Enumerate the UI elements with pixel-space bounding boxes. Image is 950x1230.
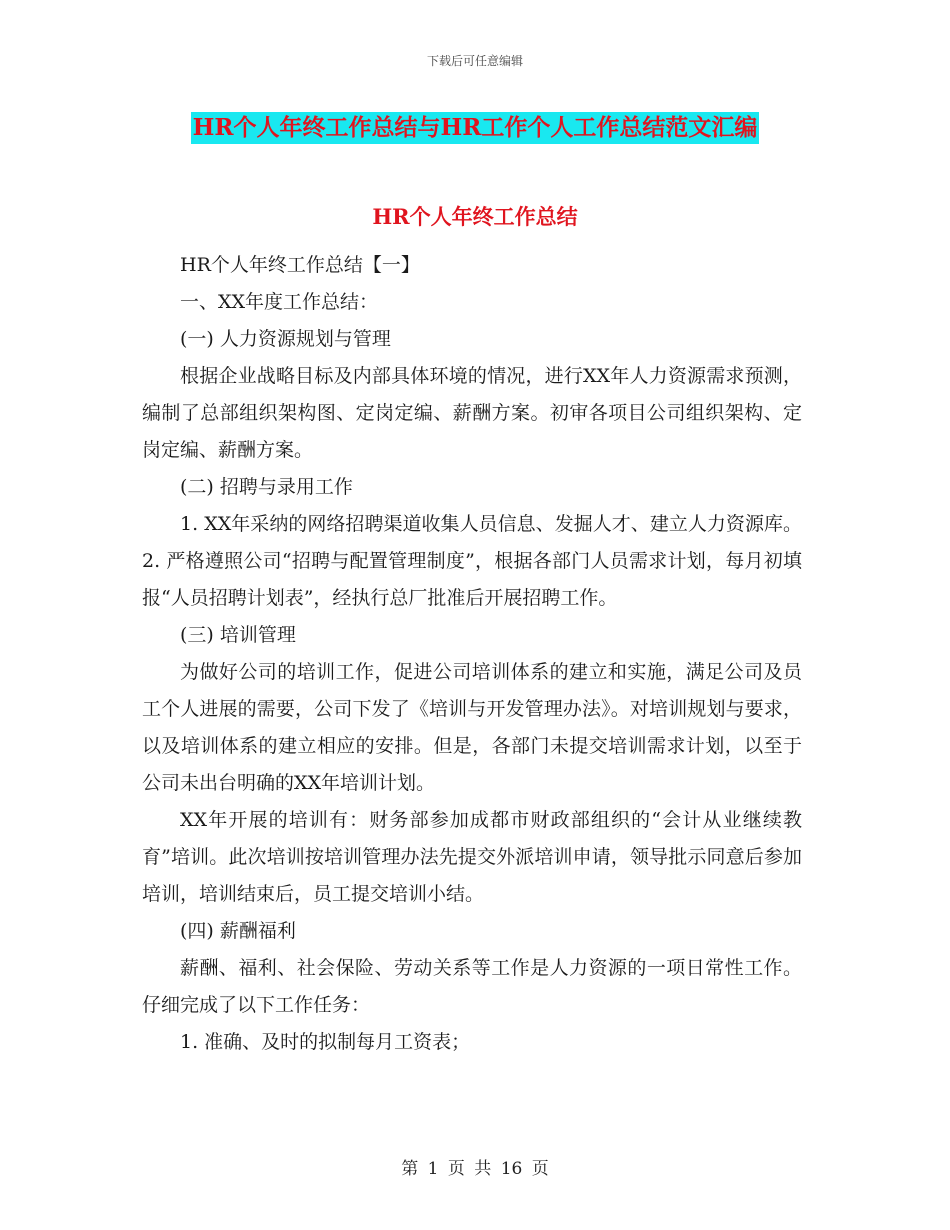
paragraph: (三) 培训管理 — [180, 624, 296, 646]
paragraph: 薪酬、福利、社会保险、劳动关系等工作是人力资源的一项日常性工作。仔细完成了以下工作任务： — [142, 957, 802, 1016]
paragraph: (四) 薪酬福利 — [180, 920, 296, 942]
paragraph: HR个人年终工作总结【一】 — [180, 254, 420, 276]
document-title: HR个人年终工作总结与HR工作个人工作总结范文汇编 — [191, 112, 760, 144]
paragraph: 为做好公司的培训工作，促进公司培训体系的建立和实施，满足公司及员工个人进展的需要，公司下发了《培训与开发管理办法》。对培训规划与要求，以及培训体系的建立相应的安排。但是，各部门未提交培训需求计划，以至于公司未出台明确的XX年培训计划。 — [142, 661, 802, 794]
document-title-container — [0, 112, 950, 144]
paragraph: 根据企业战略目标及内部具体环境的情况，进行XX年人力资源需求预测，编制了总部组织架构图、定岗定编、薪酬方案。初审各项目公司组织架构、定岗定编、薪酬方案。 — [142, 365, 802, 461]
paragraph: (二) 招聘与录用工作 — [180, 476, 353, 498]
paragraph: 1. 准确、及时的拟制每月工资表； — [180, 1031, 471, 1053]
page-header-note: 下载后可任意编辑 — [426, 54, 523, 68]
paragraph: 一、XX年度工作总结： — [180, 291, 379, 313]
paragraph: 1. XX年采纳的网络招聘渠道收集人员信息、发掘人才、建立人力资源库。2. 严格遵照公司“招聘与配置管理制度”，根据各部门人员需求计划，每月初填报“人员招聘计划表”，经执行总厂批准后开展招聘工作。 — [142, 513, 802, 609]
document-body — [142, 247, 802, 1061]
section-title: HR个人年终工作总结 — [372, 204, 578, 229]
page-number-footer: 第 1 页 共 16 页 — [401, 1159, 549, 1179]
paragraph: XX年开展的培训有：财务部参加成都市财政部组织的“会计从业继续教育”培训。此次培训按培训管理办法先提交外派培训申请，领导批示同意后参加培训，培训结束后，员工提交培训小结。 — [142, 809, 802, 905]
paragraph: (一) 人力资源规划与管理 — [180, 328, 391, 350]
